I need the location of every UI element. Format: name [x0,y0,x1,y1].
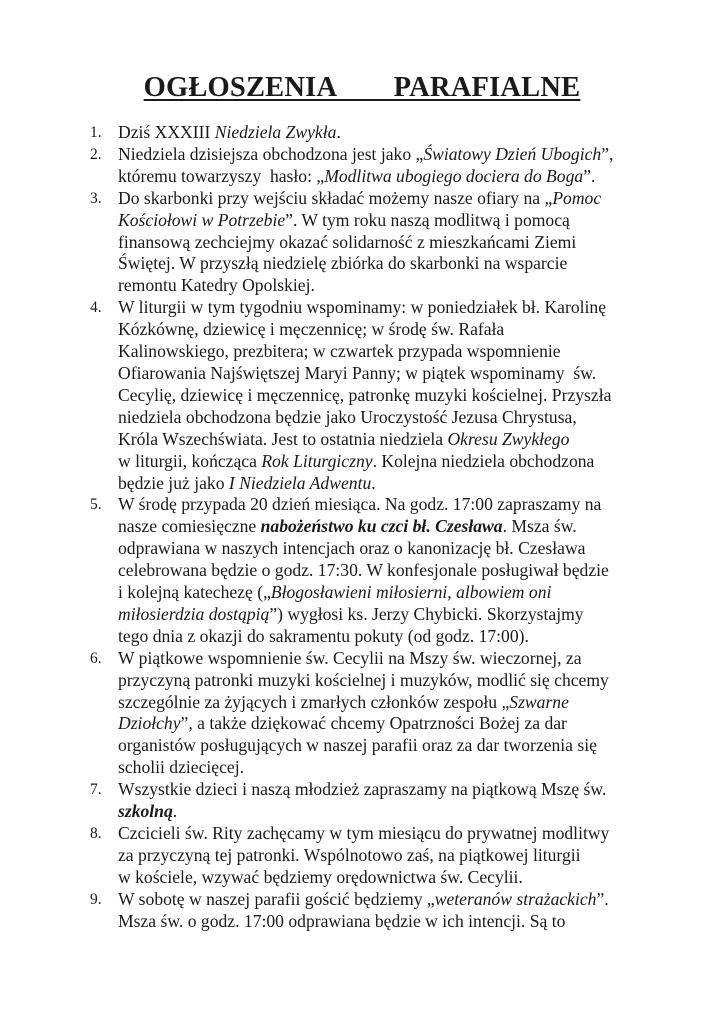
text-line [118,823,654,845]
text-line [118,867,654,889]
text-line [118,363,654,385]
text-segment: ”. [583,165,596,186]
announcement-item [90,823,654,889]
text-segment: . [172,801,178,822]
text-segment: . Kolejna niedziela obchodzona [372,450,595,471]
text-line-content [118,867,654,889]
emphasized-text: szkolną [118,801,173,822]
text-segment: W liturgii w tym tygodniu wspominamy: w poniedziałek bł. Karolinę [118,297,607,318]
text-line-content [118,735,597,757]
text-line-content [118,144,613,166]
text-line-content [118,516,577,538]
italic-text: Błogosławieni miłosierni, albowiem oni [270,582,552,603]
text-line [118,385,654,407]
text-line [118,845,654,867]
text-line-content [118,648,582,670]
text-segment: celebrowana będzie o godz. 17:30. W konfesjonale posługiwał będzie [118,560,609,581]
text-line [118,319,654,341]
item-number: 9. [90,890,102,908]
item-number: 3. [90,189,102,207]
text-line [118,232,654,254]
text-segment: organistów posługujących w naszej parafii oraz za dar tworzenia się [118,735,597,756]
text-line-content [118,626,654,648]
text-segment: przyczyną patronki muzyki kościelnej i muzyków, modlić się chcemy [118,669,609,690]
text-segment: scholii dziecięcej. [118,757,245,778]
text-segment: . [371,472,376,493]
text-line [118,713,654,735]
text-line-content [118,166,654,188]
italic-text: Okresu Zwykłego [447,428,570,449]
text-line-content [118,823,609,845]
text-line-content [118,363,596,385]
announcement-list [90,122,654,933]
text-segment: ”, a także dziękować chcemy Opatrzności Bożej za dar [180,713,567,734]
text-segment: w kościele, wzywać będziemy orędownictwa św. Cecylii. [118,866,523,887]
text-segment: ”. [596,888,609,909]
text-line-content [118,451,594,473]
announcement-item [90,187,654,298]
text-line [118,889,654,911]
text-segment: któremu towarzyszy hasło: „ [118,165,325,186]
text-segment: ”. W tym roku naszą modlitwą i pomocą [285,209,570,230]
text-line [118,735,654,757]
italic-text: miłosierdzia dostąpią [118,603,270,624]
text-line [118,582,654,604]
page-title-text: OGŁOSZENIA PARAFIALNE [143,72,581,103]
text-line-content [118,319,504,341]
text-segment: tego dnia z okazji do sakramentu pokuty (od godz. 17:00). [118,625,529,646]
text-line-content [118,692,569,714]
announcement-item [90,297,654,494]
text-line [118,560,654,582]
text-line-content [118,407,577,429]
italic-text: Światowy Dzień Ubogich [423,143,602,164]
text-segment: Króla Wszechświata. Jest to ostatnia niedziela [118,428,448,449]
item-number: 1. [90,124,102,141]
text-segment: szczególnie za żyjących i zmarłych członków zespołu „ [118,691,510,712]
text-line-content [118,801,654,823]
text-line [118,626,654,648]
text-line [118,911,654,933]
text-segment: nasze comiesięczne [118,516,261,537]
text-line [118,801,654,823]
text-segment: Niedziela dzisiejsza obchodzona jest jako „ [118,143,424,164]
text-line [118,648,654,670]
text-segment: odprawiana w naszych intencjach oraz o kanonizację bł. Czesława [118,538,586,559]
text-line [118,144,654,166]
text-segment: Czcicieli św. Rity zachęcamy w tym miesiącu do prywatnej modlitwy [118,823,610,843]
text-line-content [118,494,601,516]
italic-text: Niedziela Zwykła [214,122,337,142]
text-line-content [118,429,569,451]
text-segment: Cecylię, dziewicę i męczennicę, patronkę muzyki kościelnej. Przyszła [118,384,612,405]
text-line-content [118,232,576,254]
text-line [118,604,654,626]
item-number: 2. [90,145,102,163]
italic-text: Dziołchy [118,713,181,734]
text-line-content [118,538,586,560]
text-segment: . [336,122,341,142]
text-segment: Świętej. W przyszłą niedzielę zbiórka do skarbonki na wsparcie [118,253,568,274]
text-segment: Kalinowskiego, prezbitera; w czwartek przypada wspomnienie [118,341,561,362]
italic-text: I Niedziela Adwentu [228,472,372,493]
text-line [118,670,654,692]
text-line [118,757,654,779]
item-number: 7. [90,781,102,799]
text-line [118,122,654,144]
announcement-item [90,143,654,188]
italic-text: Rok Liturgiczny [261,450,373,471]
text-segment: Do skarbonki przy wejściu składać możemy nasze ofiary na „ [118,187,553,208]
italic-text: Pomoc [552,187,602,208]
text-line-content [118,275,654,297]
text-segment: Ofiarowania Najświętszej Maryi Panny; w piątek wspominamy św. [118,362,597,383]
italic-text: Szwarne [509,691,569,712]
text-line [118,516,654,538]
text-line [118,297,654,319]
announcement-item [90,494,654,647]
text-line-content [118,713,567,735]
text-segment: Kózkównę, dziewicę i męczennicę; w środę św. Rafała [118,319,505,340]
text-line-content [118,341,561,363]
text-line [118,253,654,275]
text-segment: ”) wygłosi ks. Jerzy Chybicki. Skorzystajmy [269,603,584,624]
text-line-content [118,779,606,801]
text-line [118,429,654,451]
text-segment: za przyczyną tej patronki. Wspólnotowo zaś, na piątkowej liturgii [118,844,581,865]
text-line-content [118,385,611,407]
announcement-item [90,888,654,933]
page-title [0,72,724,104]
text-line-content [118,122,654,144]
italic-text: weteranów strażackich [434,888,597,909]
text-segment: Dziś XXXIII [118,122,215,142]
text-segment: i kolejną katechezę („ [118,582,271,603]
item-number: 5. [90,496,102,514]
text-segment: finansową zechciejmy okazać solidarność z mieszkańcami Ziemi [118,231,577,252]
item-number: 8. [90,825,102,842]
item-number: 6. [90,649,102,667]
text-line-content [118,757,654,779]
text-line-content [118,188,601,210]
text-line [118,473,654,495]
text-line [118,451,654,473]
text-line-content [118,253,567,275]
text-segment: W środę przypada 20 dzień miesiąca. Na godz. 17:00 zapraszamy na [118,494,602,515]
text-line [118,407,654,429]
text-line [118,210,654,232]
text-segment: ”, [601,143,614,164]
text-line [118,341,654,363]
text-line-content [118,473,654,495]
text-line-content [118,210,570,232]
text-segment: Wszystkie dzieci i naszą młodzież zapraszamy na piątkową Mszę św. [118,779,607,800]
text-line [118,692,654,714]
text-line [118,166,654,188]
text-line-content [118,582,551,604]
text-line-content [118,670,609,692]
text-segment: W piątkowe wspomnienie św. Cecylii na Mszy św. wieczornej, za [118,647,582,668]
text-line [118,494,654,516]
text-segment: w liturgii, kończąca [118,450,262,471]
text-line [118,779,654,801]
text-segment: będzie już jako [118,472,229,493]
announcement-item [90,647,654,779]
text-line-content [118,297,606,319]
emphasized-text: nabożeństwo ku czci bł. Czesława [260,516,503,537]
italic-text: Kościołowi w Potrzebie [118,209,286,230]
italic-text: Modlitwa ubogiego dociera do Boga [324,165,584,186]
text-line [118,538,654,560]
text-segment: W sobotę w naszej parafii gościć będziemy „ [118,888,435,909]
announcement-item [90,122,654,144]
announcement-item [90,779,654,823]
text-line-content [118,911,654,933]
text-line-content [118,845,581,867]
text-segment: . Msza św. [502,516,577,537]
text-line-content [118,889,609,911]
text-segment: Msza św. o godz. 17:00 odprawiana będzie w ich intencji. Są to [118,910,566,931]
text-line-content [118,604,584,626]
text-segment: remontu Katedry Opolskiej. [118,275,315,296]
text-segment: niedziela obchodzona będzie jako Uroczystość Jezusa Chrystusa, [118,406,577,427]
item-number: 4. [90,299,102,317]
text-line [118,275,654,297]
text-line-content [118,560,609,582]
text-line [118,188,654,210]
